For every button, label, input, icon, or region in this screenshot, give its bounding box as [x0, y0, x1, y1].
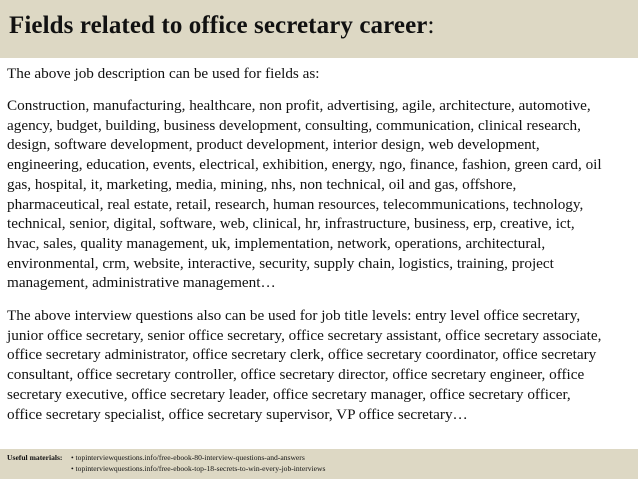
fields-line: engineering, education, events, electrical, exhibition, energy, ngo, finance, fashion, green card, oil	[7, 156, 602, 174]
footer-row	[7, 464, 638, 475]
levels-paragraph	[7, 306, 633, 424]
levels-line: office secretary specialist, office secretary supervisor, VP office secretary…	[7, 405, 468, 423]
main-content	[7, 64, 633, 424]
footer	[0, 449, 638, 479]
footer-row	[7, 453, 638, 464]
useful-materials-label: Useful materials:	[7, 453, 63, 462]
fields-line: Construction, manufacturing, healthcare, non profit, advertising, agile, architecture, automotive,	[7, 97, 591, 114]
intro-text: The above job description can be used for fields as:	[7, 65, 320, 82]
fields-paragraph	[7, 96, 633, 293]
fields-line: technical, senior, digital, software, web, clinical, hr, infrastructure, business, erp, creative, ict,	[7, 215, 575, 233]
fields-line: hvac, sales, quality management, uk, implementation, network, operations, architectural,	[7, 234, 546, 252]
levels-line: The above interview questions also can be used for job title levels: entry level office secretary,	[7, 307, 581, 325]
footer-link[interactable]: • topinterviewquestions.info/free-ebook-top-18-secrets-to-win-every-job-interviews	[71, 463, 326, 473]
footer-link[interactable]: • topinterviewquestions.info/free-ebook-80-interview-questions-and-answers	[71, 453, 305, 462]
page-title: Fields related to office secretary career	[9, 12, 428, 39]
fields-line: gas, hospital, it, marketing, media, mining, nhs, non technical, oil and gas, offshore,	[7, 175, 517, 193]
levels-line: office secretary administrator, office secretary clerk, office secretary coordinator, office secretary	[7, 346, 597, 364]
fields-line: pharmaceutical, real estate, retail, research, human resources, telecommunications, technology,	[7, 195, 584, 213]
levels-line: consultant, office secretary controller, office secretary director, office secretary engineer, office	[7, 366, 585, 384]
title-colon: :	[427, 12, 435, 39]
fields-line: design, software development, product development, interior design, web development,	[7, 136, 540, 154]
fields-line: agency, budget, building, business development, consulting, communication, clinical research,	[7, 116, 581, 134]
levels-line: junior office secretary, senior office secretary, office secretary assistant, office secretary associate,	[7, 326, 602, 344]
fields-line: management, administrative management…	[7, 274, 276, 292]
levels-line: secretary executive, office secretary leader, office secretary manager, office secretary officer,	[7, 385, 571, 403]
title-bar	[0, 0, 638, 58]
fields-line: environmental, crm, website, interactive, security, supply chain, logistics, training, project	[7, 254, 554, 272]
